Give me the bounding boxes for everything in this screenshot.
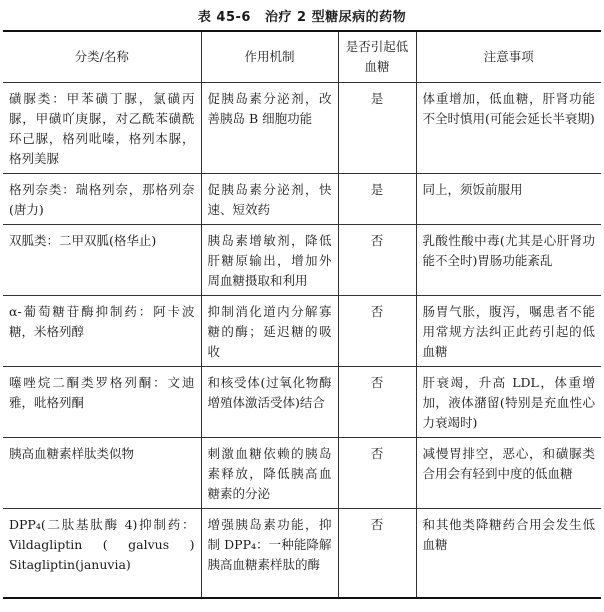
table-row	[3, 225, 601, 296]
table-row	[3, 367, 601, 438]
cell-notes: 同上，须饭前服用	[416, 174, 601, 225]
cell-mechanism: 刺激血糖依赖的胰岛素释放，降低胰高血糖素的分泌	[201, 438, 338, 509]
cell-mechanism: 促胰岛素分泌剂，快速、短效药	[201, 174, 338, 225]
table-row	[3, 83, 601, 174]
cell-mechanism: 促胰岛素分泌剂，改善胰岛 B 细胞功能	[201, 83, 338, 174]
cell-mechanism: 增强胰岛素功能，抑制 DPP₄：一种能降解胰高血糖素样肽的酶	[201, 509, 338, 599]
header-category: 分类/名称	[3, 31, 201, 83]
header-hypoglycemia: 是否引起低血糖	[338, 31, 416, 83]
cell-category: 胰高血糖素样肽类似物	[3, 438, 201, 509]
table-row	[3, 438, 601, 509]
table-caption	[0, 6, 604, 25]
drug-table	[3, 30, 601, 599]
cell-notes: 体重增加，低血糖，肝肾功能不全时慎用(可能会延长半衰期)	[416, 83, 601, 174]
cell-hypoglycemia: 否	[338, 509, 416, 599]
cell-hypoglycemia: 否	[338, 296, 416, 367]
table-row	[3, 174, 601, 225]
cell-notes: 和其他类降糖药合用会发生低血糖	[416, 509, 601, 599]
cell-category: 噻唑烷二酮类罗格列酮：文迪雅，吡格列酮	[3, 367, 201, 438]
cell-hypoglycemia: 否	[338, 438, 416, 509]
cell-notes: 肠胃气胀，腹泻，嘱患者不能用常规方法纠正此药引起的低血糖	[416, 296, 601, 367]
table-row	[3, 296, 601, 367]
cell-category: α-葡萄糖苷酶抑制药：阿卡波糖，米格列醇	[3, 296, 201, 367]
table-header-row	[3, 31, 601, 83]
cell-hypoglycemia: 否	[338, 225, 416, 296]
cell-hypoglycemia: 否	[338, 367, 416, 438]
cell-mechanism: 胰岛素增敏剂，降低肝糖原输出，增加外周血糖摄取和利用	[201, 225, 338, 296]
cell-hypoglycemia: 是	[338, 83, 416, 174]
table-title: 治疗 2 型糖尿病的药物	[264, 10, 407, 25]
cell-notes: 肝衰竭，升高 LDL，体重增加，液体潴留(特别是充血性心力衰竭时)	[416, 367, 601, 438]
cell-mechanism: 抑制消化道内分解寡糖的酶；延迟糖的吸收	[201, 296, 338, 367]
table-number: 表 45-6	[197, 10, 251, 25]
cell-hypoglycemia: 是	[338, 174, 416, 225]
cell-category: DPP₄(二肽基肽酶 4)抑制药：Vildagliptin ( galvus ) Sitagliptin(januvia)	[3, 509, 201, 599]
cell-category: 双胍类：二甲双胍(格华止)	[3, 225, 201, 296]
cell-notes: 乳酸性酸中毒(尤其是心肝肾功能不全时)胃肠功能紊乱	[416, 225, 601, 296]
header-notes: 注意事项	[416, 31, 601, 83]
cell-category: 格列奈类：瑞格列奈，那格列奈(唐力)	[3, 174, 201, 225]
cell-category: 磺脲类：甲苯磺丁脲，氯磺丙脲，甲磺吖庚脲，对乙酰苯磺酰环己脲，格列吡嗪，格列本脲，格列美脲	[3, 83, 201, 174]
header-mechanism: 作用机制	[201, 31, 338, 83]
cell-mechanism: 和核受体(过氧化物酶增殖体激活受体)结合	[201, 367, 338, 438]
table-row	[3, 509, 601, 599]
cell-notes: 减慢胃排空，恶心，和磺脲类合用会有轻到中度的低血糖	[416, 438, 601, 509]
